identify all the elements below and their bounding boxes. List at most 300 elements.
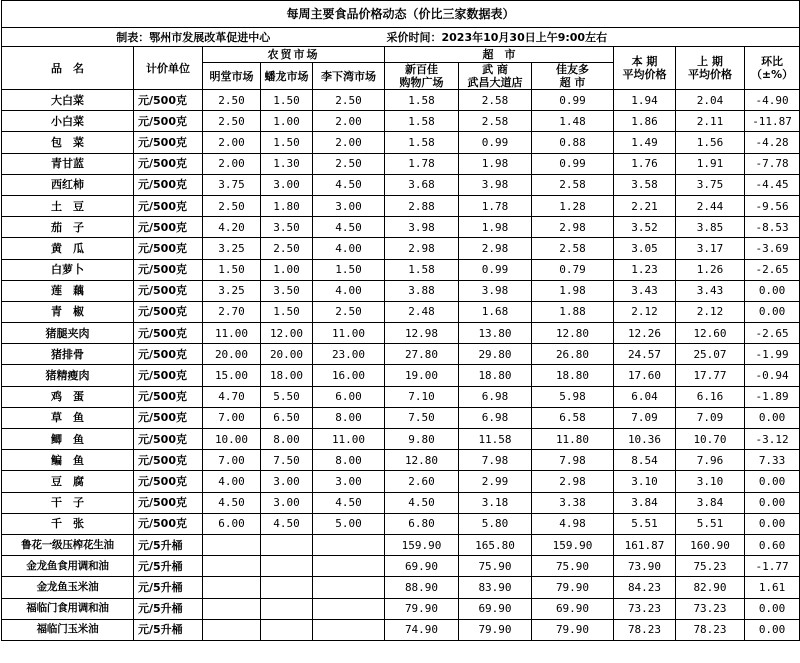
price-wushang: 3.18 [459, 492, 532, 513]
price-xinbaijia: 27.80 [385, 344, 459, 365]
price-mingtang: 1.50 [203, 259, 261, 280]
price-panlong: 7.50 [261, 450, 313, 471]
price-jiayouduo: 2.58 [532, 238, 614, 259]
price-lixiawan: 11.00 [313, 323, 385, 344]
item-name: 福临门食用调和油 [2, 598, 134, 619]
change-percent: 7.33 [745, 450, 800, 471]
price-jiayouduo: 11.80 [532, 429, 614, 450]
price-panlong: 2.50 [261, 238, 313, 259]
price-wushang: 6.98 [459, 386, 532, 407]
table-row [2, 217, 800, 238]
previous-avg: 2.44 [676, 195, 745, 216]
price-jiayouduo: 2.58 [532, 174, 614, 195]
price-lixiawan: 2.00 [313, 132, 385, 153]
price-mingtang: 6.00 [203, 513, 261, 534]
price-mingtang: 11.00 [203, 323, 261, 344]
price-lixiawan: 16.00 [313, 365, 385, 386]
collect-time-label: 采价时间：2023年10月30日上午9:00左右 [385, 28, 800, 47]
item-name: 茄 子 [2, 217, 134, 238]
price-panlong [261, 556, 313, 577]
table-row [2, 513, 800, 534]
price-xinbaijia: 9.80 [385, 429, 459, 450]
change-percent: -3.12 [745, 429, 800, 450]
change-percent: -7.78 [745, 153, 800, 174]
price-xinbaijia: 3.68 [385, 174, 459, 195]
price-mingtang: 4.70 [203, 386, 261, 407]
change-percent: -0.94 [745, 365, 800, 386]
item-unit: 元/500克 [134, 471, 203, 492]
current-avg: 1.23 [614, 259, 676, 280]
price-lixiawan [313, 556, 385, 577]
current-avg: 3.52 [614, 217, 676, 238]
current-avg: 5.51 [614, 513, 676, 534]
price-xinbaijia: 4.50 [385, 492, 459, 513]
price-xinbaijia: 2.48 [385, 301, 459, 322]
item-name: 鳊 鱼 [2, 450, 134, 471]
change-percent: -1.89 [745, 386, 800, 407]
price-mingtang: 7.00 [203, 407, 261, 428]
price-panlong: 1.50 [261, 132, 313, 153]
price-lixiawan: 1.50 [313, 259, 385, 280]
current-avg: 6.04 [614, 386, 676, 407]
header-store: 明堂市场 [203, 63, 261, 90]
table-row [2, 111, 800, 132]
price-mingtang: 2.50 [203, 111, 261, 132]
price-mingtang: 2.00 [203, 132, 261, 153]
item-unit: 元/500克 [134, 365, 203, 386]
previous-avg: 7.96 [676, 450, 745, 471]
item-unit: 元/500克 [134, 90, 203, 111]
price-lixiawan [313, 598, 385, 619]
price-jiayouduo: 1.48 [532, 111, 614, 132]
previous-avg: 160.90 [676, 534, 745, 555]
price-mingtang [203, 598, 261, 619]
change-percent: -2.65 [745, 259, 800, 280]
item-name: 福临门玉米油 [2, 619, 134, 640]
header-farm-market: 农贸市场 [203, 47, 385, 63]
item-unit: 元/500克 [134, 111, 203, 132]
price-wushang: 2.58 [459, 90, 532, 111]
item-name: 莲 藕 [2, 280, 134, 301]
item-name: 鲁花一级压榨花生油 [2, 534, 134, 555]
item-name: 大白菜 [2, 90, 134, 111]
price-lixiawan: 11.00 [313, 429, 385, 450]
price-wushang: 0.99 [459, 259, 532, 280]
previous-avg: 78.23 [676, 619, 745, 640]
item-unit: 元/500克 [134, 323, 203, 344]
price-mingtang [203, 534, 261, 555]
price-jiayouduo: 26.80 [532, 344, 614, 365]
current-avg: 73.23 [614, 598, 676, 619]
current-avg: 84.23 [614, 577, 676, 598]
table-row [2, 280, 800, 301]
item-name: 青 椒 [2, 301, 134, 322]
header-change: 环比 （±%） [745, 47, 800, 90]
price-panlong: 5.50 [261, 386, 313, 407]
change-percent: -11.87 [745, 111, 800, 132]
item-name: 包 菜 [2, 132, 134, 153]
price-jiayouduo: 3.38 [532, 492, 614, 513]
price-lixiawan: 23.00 [313, 344, 385, 365]
change-percent: -4.45 [745, 174, 800, 195]
previous-avg: 3.10 [676, 471, 745, 492]
previous-avg: 3.85 [676, 217, 745, 238]
price-panlong: 8.00 [261, 429, 313, 450]
price-panlong: 1.50 [261, 90, 313, 111]
price-wushang: 1.68 [459, 301, 532, 322]
table-row [2, 238, 800, 259]
compiler-label: 制表：鄂州市发展改革促进中心 [2, 28, 385, 47]
item-unit: 元/500克 [134, 492, 203, 513]
table-row [2, 132, 800, 153]
price-xinbaijia: 2.88 [385, 195, 459, 216]
price-lixiawan [313, 534, 385, 555]
price-lixiawan: 2.50 [313, 153, 385, 174]
price-lixiawan: 4.50 [313, 492, 385, 513]
table-row [2, 556, 800, 577]
price-xinbaijia: 1.58 [385, 90, 459, 111]
price-xinbaijia: 2.98 [385, 238, 459, 259]
price-panlong: 1.30 [261, 153, 313, 174]
table-row [2, 492, 800, 513]
price-panlong: 1.00 [261, 259, 313, 280]
price-wushang: 0.99 [459, 132, 532, 153]
price-wushang: 2.58 [459, 111, 532, 132]
table-row [2, 174, 800, 195]
current-avg: 1.49 [614, 132, 676, 153]
header-current-avg: 本 期 平均价格 [614, 47, 676, 90]
change-percent: -1.99 [745, 344, 800, 365]
price-wushang: 83.90 [459, 577, 532, 598]
price-lixiawan: 4.50 [313, 174, 385, 195]
price-lixiawan: 2.50 [313, 301, 385, 322]
current-avg: 3.10 [614, 471, 676, 492]
price-panlong: 3.00 [261, 492, 313, 513]
current-avg: 1.86 [614, 111, 676, 132]
previous-avg: 12.60 [676, 323, 745, 344]
price-jiayouduo: 69.90 [532, 598, 614, 619]
price-lixiawan [313, 619, 385, 640]
price-jiayouduo: 159.90 [532, 534, 614, 555]
price-wushang: 13.80 [459, 323, 532, 344]
price-xinbaijia: 1.78 [385, 153, 459, 174]
current-avg: 8.54 [614, 450, 676, 471]
price-panlong [261, 577, 313, 598]
current-avg: 2.21 [614, 195, 676, 216]
price-xinbaijia: 69.90 [385, 556, 459, 577]
previous-avg: 17.77 [676, 365, 745, 386]
current-avg: 17.60 [614, 365, 676, 386]
price-panlong: 4.50 [261, 513, 313, 534]
current-avg: 78.23 [614, 619, 676, 640]
header-store: 李下湾市场 [313, 63, 385, 90]
price-lixiawan: 2.00 [313, 111, 385, 132]
previous-avg: 2.12 [676, 301, 745, 322]
item-unit: 元/5升桶 [134, 534, 203, 555]
price-xinbaijia: 79.90 [385, 598, 459, 619]
price-jiayouduo: 0.99 [532, 153, 614, 174]
header-supermarket: 超 市 [385, 47, 614, 63]
change-percent: 0.00 [745, 492, 800, 513]
price-wushang: 2.98 [459, 238, 532, 259]
price-panlong: 6.50 [261, 407, 313, 428]
price-mingtang [203, 619, 261, 640]
price-xinbaijia: 12.80 [385, 450, 459, 471]
price-panlong: 1.00 [261, 111, 313, 132]
price-panlong: 3.50 [261, 217, 313, 238]
price-panlong: 1.50 [261, 301, 313, 322]
change-percent: 0.60 [745, 534, 800, 555]
item-name: 小白菜 [2, 111, 134, 132]
price-lixiawan: 3.00 [313, 471, 385, 492]
item-unit: 元/500克 [134, 132, 203, 153]
sheet-title: 每周主要食品价格动态（价比三家数据表） [2, 1, 800, 28]
change-percent: 0.00 [745, 513, 800, 534]
current-avg: 3.84 [614, 492, 676, 513]
previous-avg: 5.51 [676, 513, 745, 534]
item-name: 金龙鱼食用调和油 [2, 556, 134, 577]
previous-avg: 3.43 [676, 280, 745, 301]
price-wushang: 6.98 [459, 407, 532, 428]
previous-avg: 1.91 [676, 153, 745, 174]
price-xinbaijia: 1.58 [385, 132, 459, 153]
price-jiayouduo: 2.98 [532, 471, 614, 492]
price-panlong: 3.00 [261, 471, 313, 492]
price-panlong: 1.80 [261, 195, 313, 216]
price-jiayouduo: 0.79 [532, 259, 614, 280]
price-jiayouduo: 79.90 [532, 619, 614, 640]
price-lixiawan: 8.00 [313, 407, 385, 428]
current-avg: 3.58 [614, 174, 676, 195]
item-unit: 元/500克 [134, 153, 203, 174]
price-xinbaijia: 74.90 [385, 619, 459, 640]
table-row [2, 450, 800, 471]
price-jiayouduo: 1.98 [532, 280, 614, 301]
item-name: 土 豆 [2, 195, 134, 216]
previous-avg: 2.04 [676, 90, 745, 111]
price-jiayouduo: 6.58 [532, 407, 614, 428]
price-wushang: 75.90 [459, 556, 532, 577]
price-lixiawan: 3.00 [313, 195, 385, 216]
item-name: 西红柿 [2, 174, 134, 195]
price-mingtang: 3.25 [203, 280, 261, 301]
previous-avg: 1.26 [676, 259, 745, 280]
item-unit: 元/500克 [134, 280, 203, 301]
price-jiayouduo: 18.80 [532, 365, 614, 386]
current-avg: 2.12 [614, 301, 676, 322]
price-lixiawan: 6.00 [313, 386, 385, 407]
current-avg: 3.43 [614, 280, 676, 301]
price-xinbaijia: 88.90 [385, 577, 459, 598]
item-name: 豆 腐 [2, 471, 134, 492]
previous-avg: 7.09 [676, 407, 745, 428]
price-mingtang: 2.00 [203, 153, 261, 174]
price-xinbaijia: 3.98 [385, 217, 459, 238]
change-percent: -3.69 [745, 238, 800, 259]
price-jiayouduo: 7.98 [532, 450, 614, 471]
table-row [2, 153, 800, 174]
price-panlong: 12.00 [261, 323, 313, 344]
current-avg: 12.26 [614, 323, 676, 344]
price-lixiawan: 4.50 [313, 217, 385, 238]
table-row [2, 598, 800, 619]
price-wushang: 2.99 [459, 471, 532, 492]
price-mingtang: 4.50 [203, 492, 261, 513]
price-mingtang: 3.75 [203, 174, 261, 195]
price-mingtang: 3.25 [203, 238, 261, 259]
price-mingtang: 4.00 [203, 471, 261, 492]
current-avg: 1.94 [614, 90, 676, 111]
item-name: 千 张 [2, 513, 134, 534]
table-row [2, 344, 800, 365]
header-previous-avg: 上 期 平均价格 [676, 47, 745, 90]
price-mingtang: 10.00 [203, 429, 261, 450]
price-jiayouduo: 2.98 [532, 217, 614, 238]
current-avg: 10.36 [614, 429, 676, 450]
price-panlong [261, 598, 313, 619]
price-wushang: 7.98 [459, 450, 532, 471]
item-name: 金龙鱼玉米油 [2, 577, 134, 598]
price-wushang: 29.80 [459, 344, 532, 365]
current-avg: 24.57 [614, 344, 676, 365]
price-wushang: 79.90 [459, 619, 532, 640]
price-jiayouduo: 79.90 [532, 577, 614, 598]
current-avg: 73.90 [614, 556, 676, 577]
price-mingtang: 15.00 [203, 365, 261, 386]
price-wushang: 18.80 [459, 365, 532, 386]
header-name: 品 名 [2, 47, 134, 90]
price-jiayouduo: 5.98 [532, 386, 614, 407]
current-avg: 1.76 [614, 153, 676, 174]
price-jiayouduo: 1.88 [532, 301, 614, 322]
table-row [2, 534, 800, 555]
header-store: 蟠龙市场 [261, 63, 313, 90]
table-row [2, 301, 800, 322]
table-row [2, 323, 800, 344]
item-unit: 元/500克 [134, 344, 203, 365]
price-jiayouduo: 75.90 [532, 556, 614, 577]
change-percent: 0.00 [745, 598, 800, 619]
table-row [2, 386, 800, 407]
item-unit: 元/500克 [134, 407, 203, 428]
price-lixiawan: 4.00 [313, 280, 385, 301]
price-lixiawan: 4.00 [313, 238, 385, 259]
item-name: 白萝卜 [2, 259, 134, 280]
item-name: 黄 瓜 [2, 238, 134, 259]
table-row [2, 90, 800, 111]
table-row [2, 259, 800, 280]
change-percent: -9.56 [745, 195, 800, 216]
item-name: 草 鱼 [2, 407, 134, 428]
current-avg: 7.09 [614, 407, 676, 428]
table-row [2, 471, 800, 492]
price-xinbaijia: 2.60 [385, 471, 459, 492]
change-percent: 0.00 [745, 471, 800, 492]
item-name: 鸡 蛋 [2, 386, 134, 407]
price-xinbaijia: 6.80 [385, 513, 459, 534]
price-table [1, 0, 800, 641]
price-jiayouduo: 4.98 [532, 513, 614, 534]
header-store: 武 商 武昌大道店 [459, 63, 532, 90]
item-name: 干 子 [2, 492, 134, 513]
price-lixiawan: 8.00 [313, 450, 385, 471]
price-xinbaijia: 3.88 [385, 280, 459, 301]
item-unit: 元/500克 [134, 429, 203, 450]
header-store: 佳友多 超 市 [532, 63, 614, 90]
current-avg: 3.05 [614, 238, 676, 259]
previous-avg: 73.23 [676, 598, 745, 619]
price-wushang: 1.98 [459, 217, 532, 238]
price-mingtang [203, 556, 261, 577]
price-panlong [261, 619, 313, 640]
change-percent: 0.00 [745, 280, 800, 301]
item-unit: 元/5升桶 [134, 577, 203, 598]
item-unit: 元/500克 [134, 174, 203, 195]
item-unit: 元/500克 [134, 301, 203, 322]
change-percent: 0.00 [745, 407, 800, 428]
item-unit: 元/5升桶 [134, 556, 203, 577]
item-unit: 元/500克 [134, 238, 203, 259]
price-lixiawan: 5.00 [313, 513, 385, 534]
item-unit: 元/500克 [134, 217, 203, 238]
price-mingtang: 20.00 [203, 344, 261, 365]
item-unit: 元/500克 [134, 259, 203, 280]
price-wushang: 3.98 [459, 174, 532, 195]
table-row [2, 619, 800, 640]
price-xinbaijia: 7.10 [385, 386, 459, 407]
item-name: 青甘蓝 [2, 153, 134, 174]
item-unit: 元/500克 [134, 450, 203, 471]
price-mingtang [203, 577, 261, 598]
table-row [2, 577, 800, 598]
change-percent: 0.00 [745, 301, 800, 322]
item-unit: 元/500克 [134, 195, 203, 216]
price-mingtang: 2.70 [203, 301, 261, 322]
previous-avg: 3.84 [676, 492, 745, 513]
item-unit: 元/500克 [134, 513, 203, 534]
item-unit: 元/5升桶 [134, 598, 203, 619]
price-lixiawan: 2.50 [313, 90, 385, 111]
previous-avg: 6.16 [676, 386, 745, 407]
price-wushang: 3.98 [459, 280, 532, 301]
price-xinbaijia: 1.58 [385, 259, 459, 280]
previous-avg: 75.23 [676, 556, 745, 577]
price-xinbaijia: 1.58 [385, 111, 459, 132]
price-xinbaijia: 7.50 [385, 407, 459, 428]
price-jiayouduo: 1.28 [532, 195, 614, 216]
change-percent: 0.00 [745, 619, 800, 640]
previous-avg: 25.07 [676, 344, 745, 365]
previous-avg: 3.17 [676, 238, 745, 259]
price-panlong: 18.00 [261, 365, 313, 386]
price-wushang: 69.90 [459, 598, 532, 619]
previous-avg: 3.75 [676, 174, 745, 195]
table-row [2, 365, 800, 386]
price-jiayouduo: 0.99 [532, 90, 614, 111]
price-jiayouduo: 0.88 [532, 132, 614, 153]
previous-avg: 82.90 [676, 577, 745, 598]
change-percent: -4.90 [745, 90, 800, 111]
item-unit: 元/500克 [134, 386, 203, 407]
header-store: 新百佳 购物广场 [385, 63, 459, 90]
price-mingtang: 2.50 [203, 195, 261, 216]
price-xinbaijia: 12.98 [385, 323, 459, 344]
item-name: 鲫 鱼 [2, 429, 134, 450]
change-percent: -4.28 [745, 132, 800, 153]
table-row [2, 429, 800, 450]
price-xinbaijia: 19.00 [385, 365, 459, 386]
price-mingtang: 7.00 [203, 450, 261, 471]
